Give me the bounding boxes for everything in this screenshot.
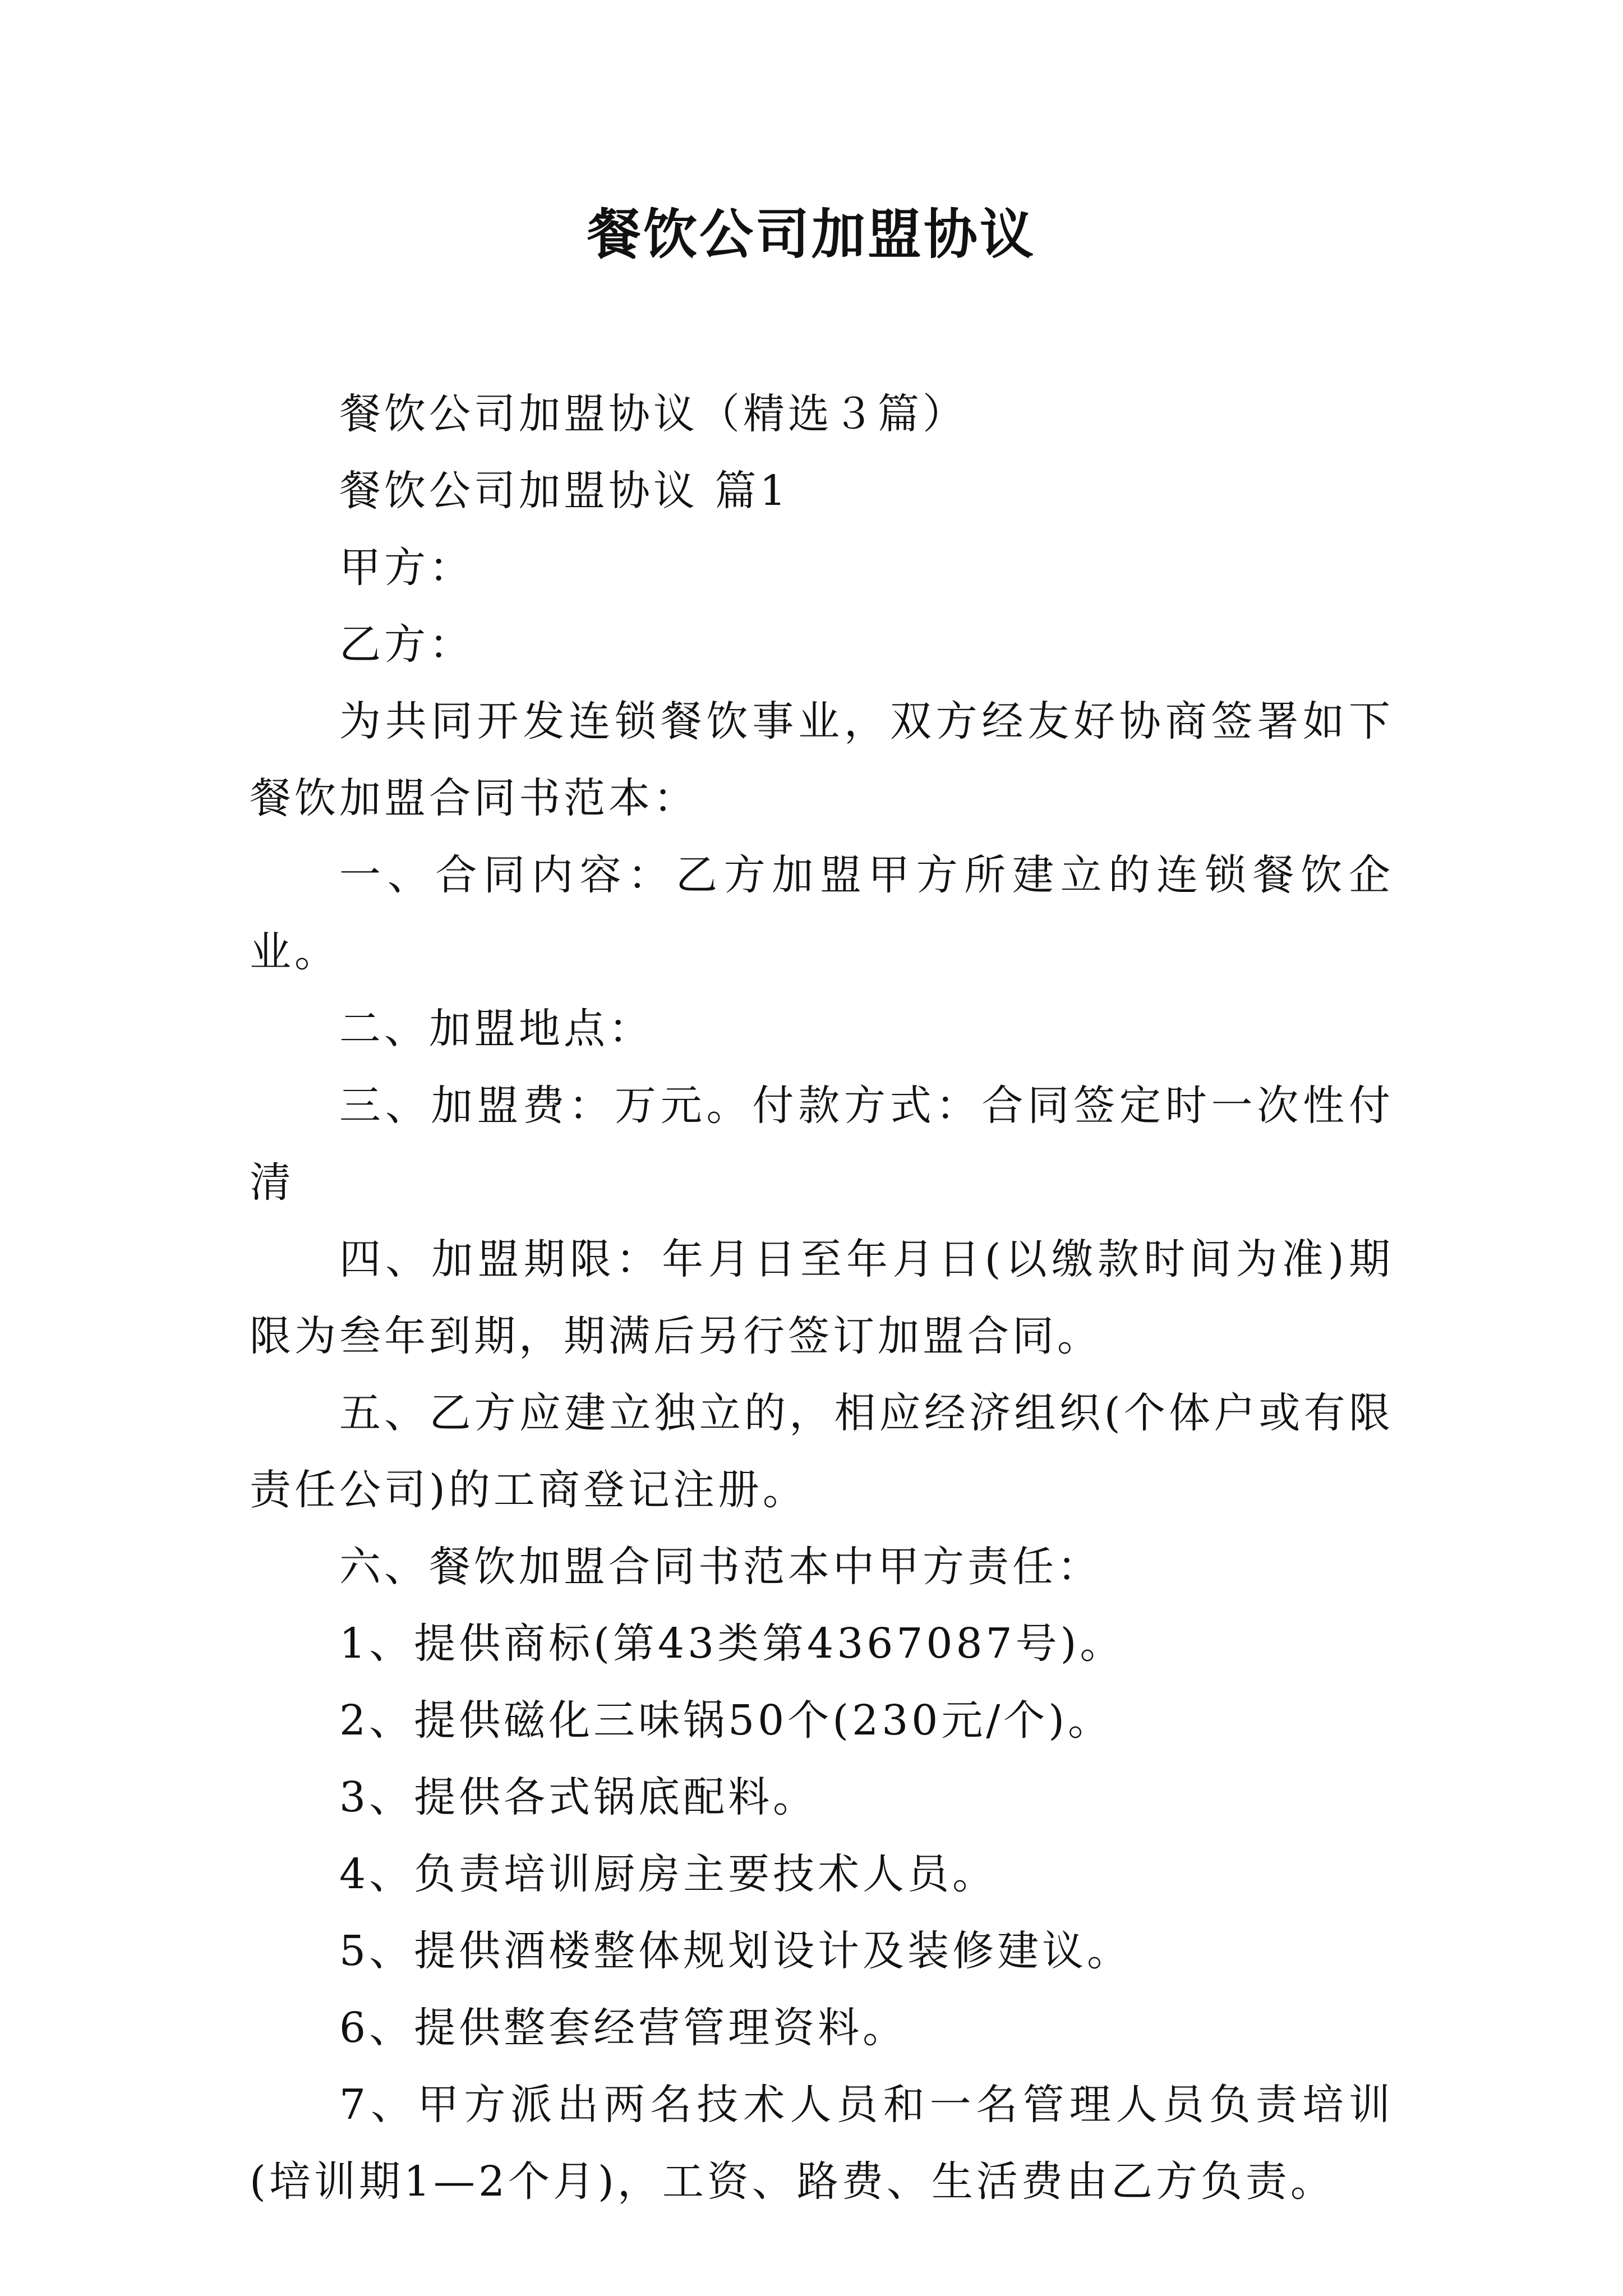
paragraph-party-a: 甲方： xyxy=(339,544,474,592)
list-item: 7、甲方派出两名技术人员和一名管理人员负责培训(培训期1—2个月)，工资、路费、生活费由乙方负责。 xyxy=(250,2081,1394,2206)
list-item: 2、提供磁化三味锅50个(230元/个)。 xyxy=(339,1696,1113,1745)
paragraph-clause-1: 一、合同内容：乙方加盟甲方所建立的连锁餐饮企业。 xyxy=(250,851,1394,976)
paragraph-subtitle: 餐饮公司加盟协议（精选３篇） xyxy=(339,390,967,438)
paragraph-clause-2: 二、加盟地点： xyxy=(339,1005,653,1053)
document-title: 餐饮公司加盟协议 xyxy=(587,203,1036,266)
list-item: 1、提供商标(第43类第4367087号)。 xyxy=(339,1619,1125,1668)
paragraph-clause-4: 四、加盟期限：年月日至年月日(以缴款时间为准)期限为叁年到期，期满后另行签订加盟合同。 xyxy=(250,1235,1394,1360)
list-item: 5、提供酒楼整体规划设计及装修建议。 xyxy=(339,1927,1132,1975)
document-body xyxy=(250,376,1394,2220)
paragraph-intro: 为共同开发连锁餐饮事业，双方经友好协商签署如下餐饮加盟合同书范本： xyxy=(250,697,1394,822)
paragraph-clause-6: 六、餐饮加盟合同书范本中甲方责任： xyxy=(339,1543,1102,1591)
paragraph-party-b: 乙方： xyxy=(339,620,474,669)
list-item: 3、提供各式锅底配料。 xyxy=(339,1773,818,1821)
list-item: 6、提供整套经营管理资料。 xyxy=(339,2004,908,2052)
paragraph-clause-3: 三、加盟费：万元。付款方式：合同签定时一次性付清 xyxy=(250,1082,1394,1207)
list-item: 4、负责培训厨房主要技术人员。 xyxy=(339,1850,998,1898)
paragraph-clause-5: 五、乙方应建立独立的，相应经济组织(个体户或有限责任公司)的工商登记注册。 xyxy=(250,1389,1394,1514)
paragraph-section-heading: 餐饮公司加盟协议 篇1 xyxy=(339,467,790,515)
